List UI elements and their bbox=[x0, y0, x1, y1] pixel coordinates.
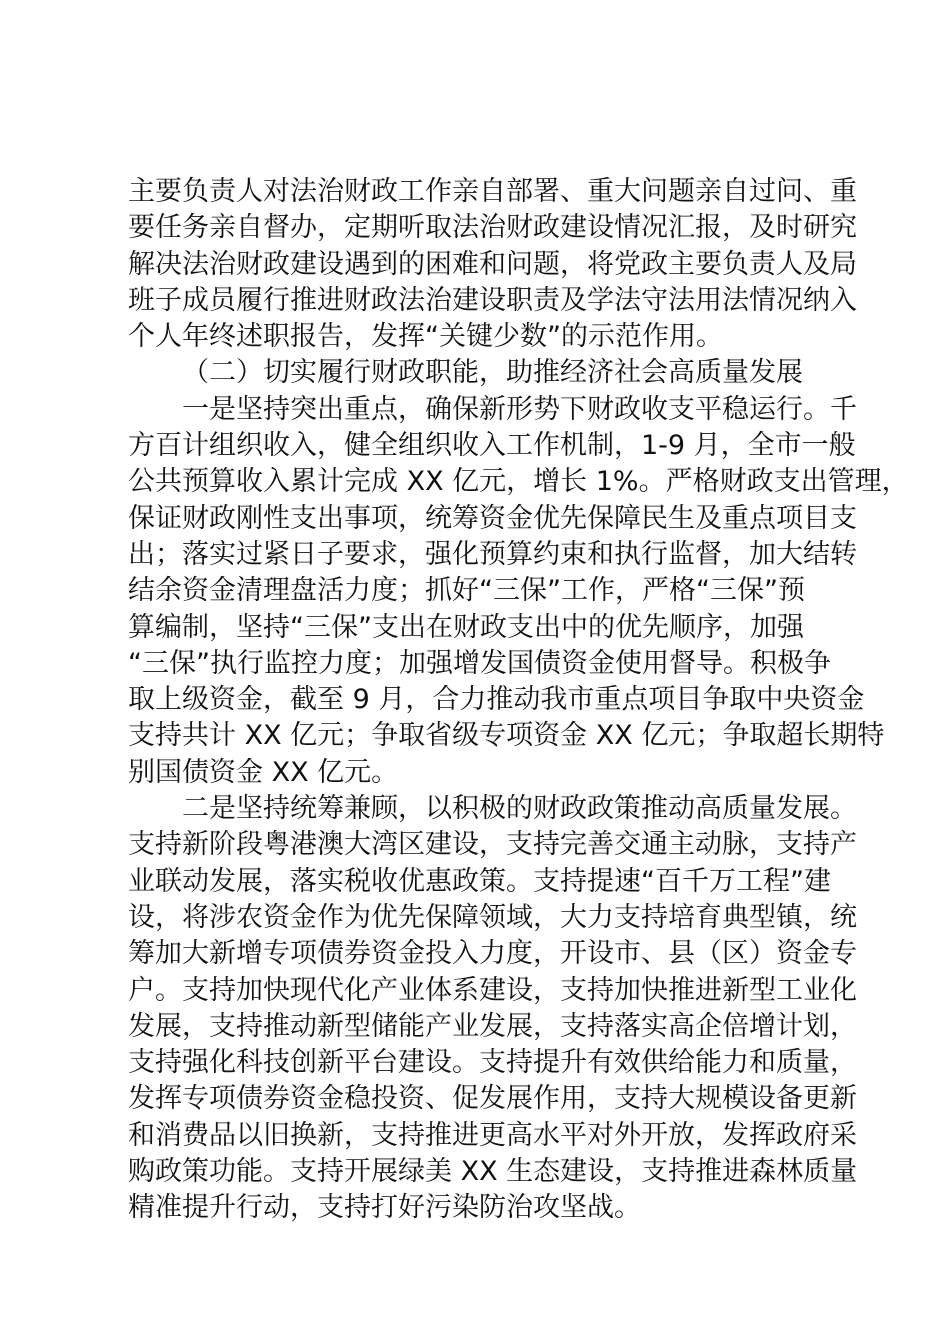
text-line: 支持共计 XX 亿元；争取省级专项资金 XX 亿元；争取超长期特 bbox=[128, 720, 885, 752]
text-line: 户。支持加快现代化产业体系建设，支持加快推进新型工业化 bbox=[128, 974, 857, 1006]
text-line: 支持新阶段粤港澳大湾区建设，支持完善交通主动脉，支持产 bbox=[128, 829, 857, 861]
text-line: 出；落实过紧日子要求，强化预算约束和执行监督，加大结转 bbox=[128, 538, 857, 570]
text-line: 取上级资金，截至 9 月，合力推动我市重点项目争取中央资金 bbox=[128, 684, 865, 716]
paragraph-1 bbox=[128, 174, 857, 355]
text-line: “三保”执行监控力度；加强增发国债资金使用督导。积极争 bbox=[128, 647, 831, 679]
paragraph-2 bbox=[128, 392, 909, 791]
text-line: 要任务亲自督办，定期听取法治财政建设情况汇报，及时研究 bbox=[128, 212, 857, 244]
text-line: 解决法治财政建设遇到的困难和问题，将党政主要负责人及局 bbox=[128, 248, 857, 280]
text-line: 班子成员履行推进财政法治建设职责及学法守法用法情况纳入 bbox=[128, 284, 857, 316]
text-line: 别国债资金 XX 亿元。 bbox=[128, 756, 399, 788]
section-heading: （二）切实履行财政职能，助推经济社会高质量发展 bbox=[182, 357, 803, 389]
text-line: 精准提升行动，支持打好污染防治攻坚战。 bbox=[128, 1192, 641, 1224]
text-line: 购政策功能。支持开展绿美 XX 生态建设，支持推进森林质量 bbox=[128, 1156, 858, 1188]
text-line: 方百计组织收入，健全组织收入工作机制，1-9 月，全市一般 bbox=[128, 430, 856, 462]
text-line: 支持强化科技创新平台建设。支持提升有效供给能力和质量， bbox=[128, 1047, 857, 1079]
paragraph-3 bbox=[128, 791, 858, 1227]
text-line: 设，将涉农资金作为优先保障领域，大力支持培育典型镇，统 bbox=[128, 901, 857, 933]
text-line: 发展，支持推动新型储能产业发展，支持落实高企倍增计划， bbox=[128, 1010, 857, 1042]
document-body bbox=[128, 174, 909, 1227]
text-line: 公共预算收入累计完成 XX 亿元，增长 1%。严格财政支出管理， bbox=[128, 466, 909, 498]
text-line: 主要负责人对法治财政工作亲自部署、重大问题亲自过问、重 bbox=[128, 176, 857, 207]
text-line: 个人年终述职报告，发挥“关键少数”的示范作用。 bbox=[128, 321, 723, 353]
text-line: 结余资金清理盘活力度；抓好“三保”工作，严格“三保”预 bbox=[128, 575, 805, 607]
text-line: 保证财政刚性支出事项，统筹资金优先保障民生及重点项目支 bbox=[128, 502, 857, 534]
text-line: 二是坚持统筹兼顾，以积极的财政政策推动高质量发展。 bbox=[182, 793, 857, 825]
text-line: 算编制，坚持“三保”支出在财政支出中的优先顺序，加强 bbox=[128, 611, 804, 643]
text-line: 一是坚持突出重点，确保新形势下财政收支平稳运行。千 bbox=[182, 393, 857, 425]
text-line: 和消费品以旧换新，支持推进更高水平对外开放，发挥政府采 bbox=[128, 1119, 857, 1151]
text-line: 业联动发展，落实税收优惠政策。支持提速“百千万工程”建 bbox=[128, 865, 831, 897]
text-line: 发挥专项债券资金稳投资、促发展作用，支持大规模设备更新 bbox=[128, 1083, 857, 1115]
text-line: 筹加大新增专项债券资金投入力度，开设市、县（区）资金专 bbox=[128, 938, 857, 970]
